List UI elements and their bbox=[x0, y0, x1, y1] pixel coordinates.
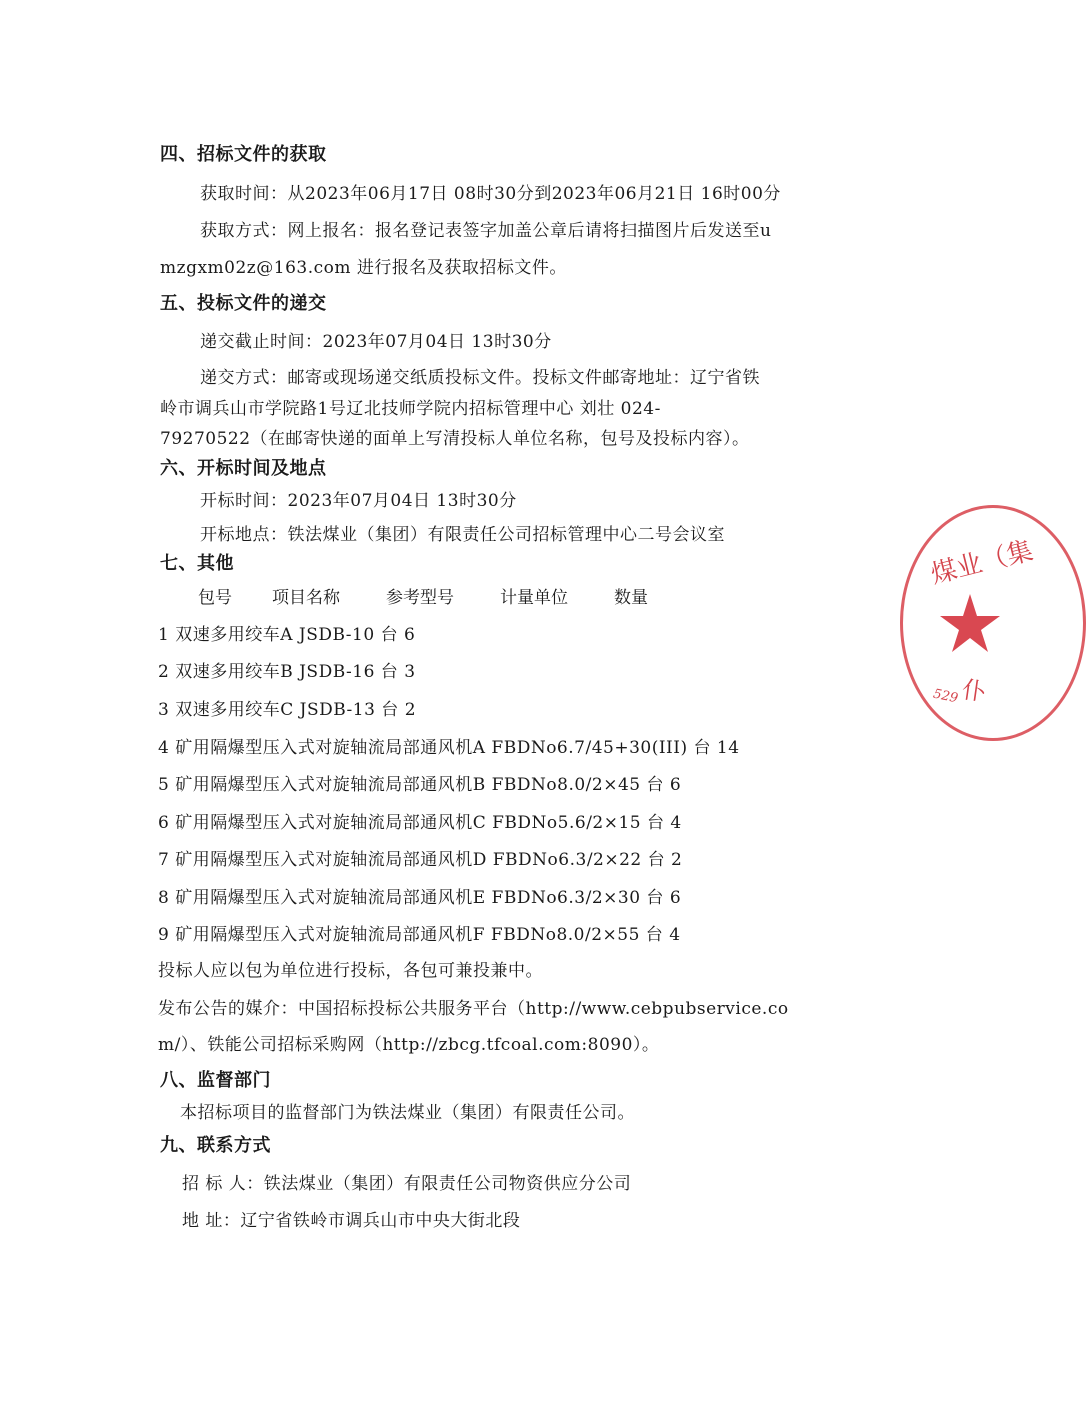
package-row: 4 矿用隔爆型压入式对旋轴流局部通风机A FBDNo6.7/45+30(III) 台 14 bbox=[158, 738, 740, 758]
package-row: 2 双速多用绞车B JSDB-16 台 3 bbox=[158, 662, 416, 682]
package-row: 1 双速多用绞车A JSDB-10 台 6 bbox=[158, 625, 416, 645]
section-heading-5: 五、投标文件的递交 bbox=[160, 293, 327, 314]
column-header-quantity: 数量 bbox=[614, 588, 648, 608]
package-row: 7 矿用隔爆型压入式对旋轴流局部通风机D FBDNo6.3/2×22 台 2 bbox=[158, 850, 683, 870]
column-header-unit: 计量单位 bbox=[500, 588, 568, 608]
submit-method-line-1: 递交方式：邮寄或现场递交纸质投标文件。投标文件邮寄地址：辽宁省铁 bbox=[200, 368, 760, 388]
package-row: 3 双速多用绞车C JSDB-13 台 2 bbox=[158, 700, 417, 720]
submit-method-line-2: 岭市调兵山市学院路1号辽北技师学院内招标管理中心 刘壮 024- bbox=[160, 399, 661, 419]
section-heading-8: 八、监督部门 bbox=[160, 1070, 271, 1091]
package-row: 9 矿用隔爆型压入式对旋轴流局部通风机F FBDNo8.0/2×55 台 4 bbox=[158, 925, 681, 945]
obtain-method-line-1: 获取方式：网上报名：报名登记表签字加盖公章后请将扫描图片后发送至u bbox=[200, 221, 772, 241]
column-header-package: 包号 bbox=[198, 588, 232, 608]
media-line-2: m/）、铁能公司招标采购网（http://zbcg.tfcoal.com:8090）。 bbox=[158, 1035, 660, 1055]
submit-deadline: 递交截止时间：2023年07月04日 13时30分 bbox=[200, 332, 552, 352]
section-heading-9: 九、联系方式 bbox=[160, 1135, 271, 1156]
seal-number: 529 bbox=[931, 686, 960, 707]
column-header-project-name: 项目名称 bbox=[272, 588, 340, 608]
column-header-model: 参考型号 bbox=[386, 588, 454, 608]
official-seal bbox=[900, 505, 1086, 741]
supervision-text: 本招标项目的监督部门为铁法煤业（集团）有限责任公司。 bbox=[180, 1103, 635, 1123]
section-heading-6: 六、开标时间及地点 bbox=[160, 458, 327, 479]
obtain-method-line-2: mzgxm02z@163.com 进行报名及获取招标文件。 bbox=[160, 258, 567, 278]
contact-tenderer: 招 标 人：铁法煤业（集团）有限责任公司物资供应分公司 bbox=[182, 1174, 632, 1194]
submit-method-line-3: 79270522（在邮寄快递的面单上写清投标人单位名称，包号及投标内容）。 bbox=[160, 429, 750, 449]
opening-time: 开标时间：2023年07月04日 13时30分 bbox=[200, 491, 517, 511]
seal-signature: 仆 bbox=[960, 675, 988, 707]
package-row: 6 矿用隔爆型压入式对旋轴流局部通风机C FBDNo5.6/2×15 台 4 bbox=[158, 813, 682, 833]
section-heading-7: 七、其他 bbox=[160, 553, 234, 574]
opening-place: 开标地点：铁法煤业（集团）有限责任公司招标管理中心二号会议室 bbox=[200, 525, 725, 545]
media-line-1: 发布公告的媒介：中国招标投标公共服务平台（http://www.cebpubservice.co bbox=[158, 999, 789, 1019]
section-heading-4: 四、招标文件的获取 bbox=[160, 144, 327, 165]
package-row: 5 矿用隔爆型压入式对旋轴流局部通风机B FBDNo8.0/2×45 台 6 bbox=[158, 775, 682, 795]
seal-star-icon bbox=[940, 592, 992, 656]
contact-address: 地 址：辽宁省铁岭市调兵山市中央大街北段 bbox=[182, 1211, 521, 1231]
package-row: 8 矿用隔爆型压入式对旋轴流局部通风机E FBDNo6.3/2×30 台 6 bbox=[158, 888, 682, 908]
obtain-time: 获取时间：从2023年06月17日 08时30分到2023年06月21日 16时00分 bbox=[200, 184, 781, 204]
bidding-note: 投标人应以包为单位进行投标，各包可兼投兼中。 bbox=[158, 961, 543, 981]
seal-text: 煤业（集 bbox=[927, 535, 1037, 591]
